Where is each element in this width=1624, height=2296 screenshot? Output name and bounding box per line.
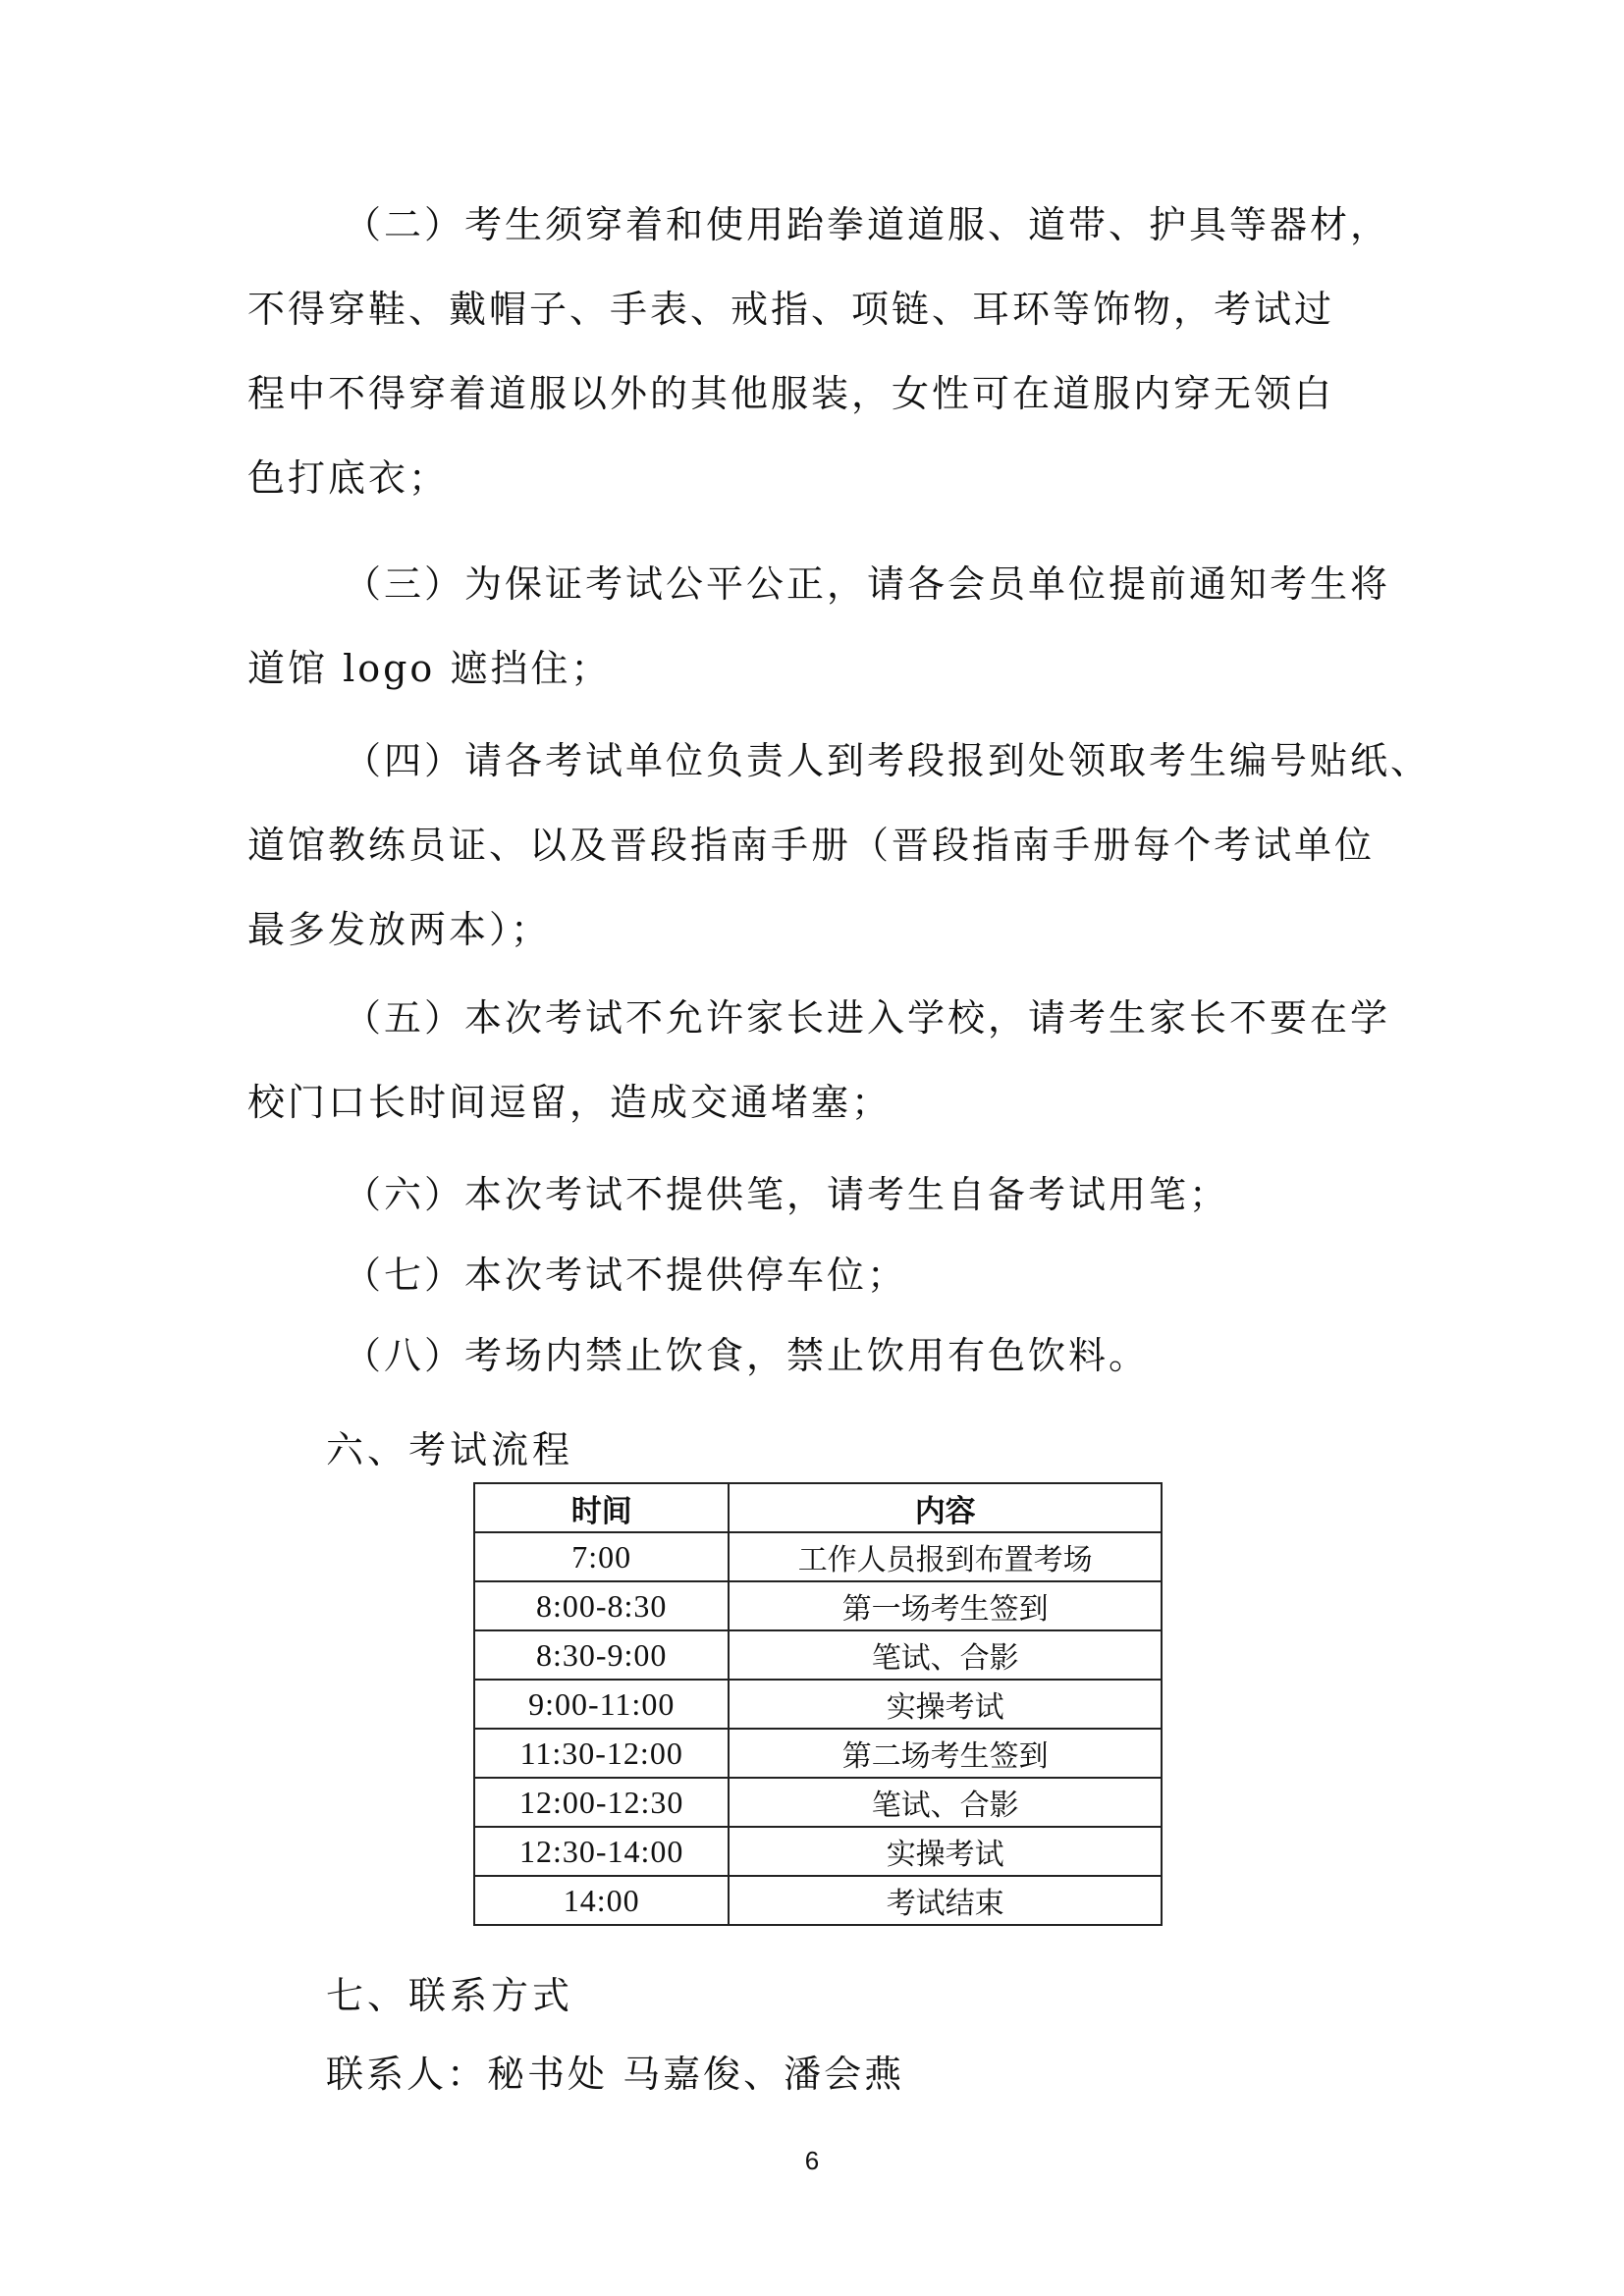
row-time: 9:00-11:00: [474, 1680, 729, 1729]
row-time: 12:30-14:00: [474, 1827, 729, 1876]
rule-item-4-line-2: 道馆教练员证、以及晋段指南手册（晋段指南手册每个考试单位: [247, 824, 1376, 867]
rule-item-4: [247, 719, 1432, 972]
row-content: 第二场考生签到: [729, 1729, 1162, 1778]
rule-item-4-line-3: 最多发放两本）；: [247, 908, 552, 951]
row-content: 考试结束: [729, 1876, 1162, 1925]
row-content: 实操考试: [729, 1680, 1162, 1729]
rule-item-4-line-1: （四）请各考试单位负责人到考段报到处领取考生编号贴纸、: [344, 739, 1432, 782]
table-row: [474, 1729, 1162, 1778]
row-content: 实操考试: [729, 1827, 1162, 1876]
rule-item-3-line-1: （三）为保证考试公平公正，请各会员单位提前通知考生将: [344, 562, 1391, 606]
section-six-heading: 六、考试流程: [326, 1428, 574, 1471]
rule-item-3-line-2: 道馆 logo 遮挡住；: [247, 647, 612, 690]
rule-item-5-line-2: 校门口长时间逗留，造成交通堵塞；: [247, 1081, 893, 1124]
rule-item-2-line-1: （二）考生须穿着和使用跆拳道道服、道带、护具等器材，: [344, 203, 1391, 246]
row-time: 11:30-12:00: [474, 1729, 729, 1778]
row-time: 8:00-8:30: [474, 1581, 729, 1630]
rule-item-2-line-3: 程中不得穿着道服以外的其他服装，女性可在道服内穿无领白: [247, 372, 1335, 415]
contact-line: 联系人：秘书处 马嘉俊、潘会燕: [326, 2053, 905, 2096]
rule-item-6-line-1: （六）本次考试不提供笔，请考生自备考试用笔；: [344, 1173, 1230, 1216]
row-time: 14:00: [474, 1876, 729, 1925]
header-time: 时间: [474, 1483, 729, 1532]
rule-item-5: [247, 976, 1391, 1145]
rule-item-7: [247, 1233, 1386, 1317]
header-content: 内容: [729, 1483, 1162, 1532]
table-row: [474, 1581, 1162, 1630]
table-row: [474, 1778, 1162, 1827]
rule-item-8-line-1: （八）考场内禁止饮食，禁止饮用有色饮料。: [344, 1334, 1150, 1377]
table-header-row: [474, 1483, 1162, 1532]
rule-item-6: [247, 1152, 1386, 1237]
table-row: [474, 1532, 1162, 1581]
row-content: 笔试、合影: [729, 1778, 1162, 1827]
table-row: [474, 1680, 1162, 1729]
rule-item-8: [247, 1313, 1386, 1398]
row-content: 笔试、合影: [729, 1630, 1162, 1680]
row-content: 第一场考生签到: [729, 1581, 1162, 1630]
rule-item-7-line-1: （七）本次考试不提供停车位；: [344, 1254, 908, 1297]
page-number: 6: [804, 2146, 820, 2175]
rule-item-2-line-4: 色打底衣；: [247, 456, 450, 500]
section-seven-heading: 七、联系方式: [326, 1974, 574, 2017]
row-time: 7:00: [474, 1532, 729, 1581]
rule-item-3: [247, 542, 1391, 711]
rule-item-5-line-1: （五）本次考试不允许家长进入学校，请考生家长不要在学: [344, 996, 1391, 1040]
table-row: [474, 1630, 1162, 1680]
row-time: 8:30-9:00: [474, 1630, 729, 1680]
rule-item-2-line-2: 不得穿鞋、戴帽子、手表、戒指、项链、耳环等饰物，考试过: [247, 288, 1335, 331]
row-time: 12:00-12:30: [474, 1778, 729, 1827]
row-content: 工作人员报到布置考场: [729, 1532, 1162, 1581]
table-row: [474, 1876, 1162, 1925]
exam-schedule-table: [473, 1482, 1163, 1926]
table-row: [474, 1827, 1162, 1876]
rule-item-2: [247, 183, 1391, 520]
